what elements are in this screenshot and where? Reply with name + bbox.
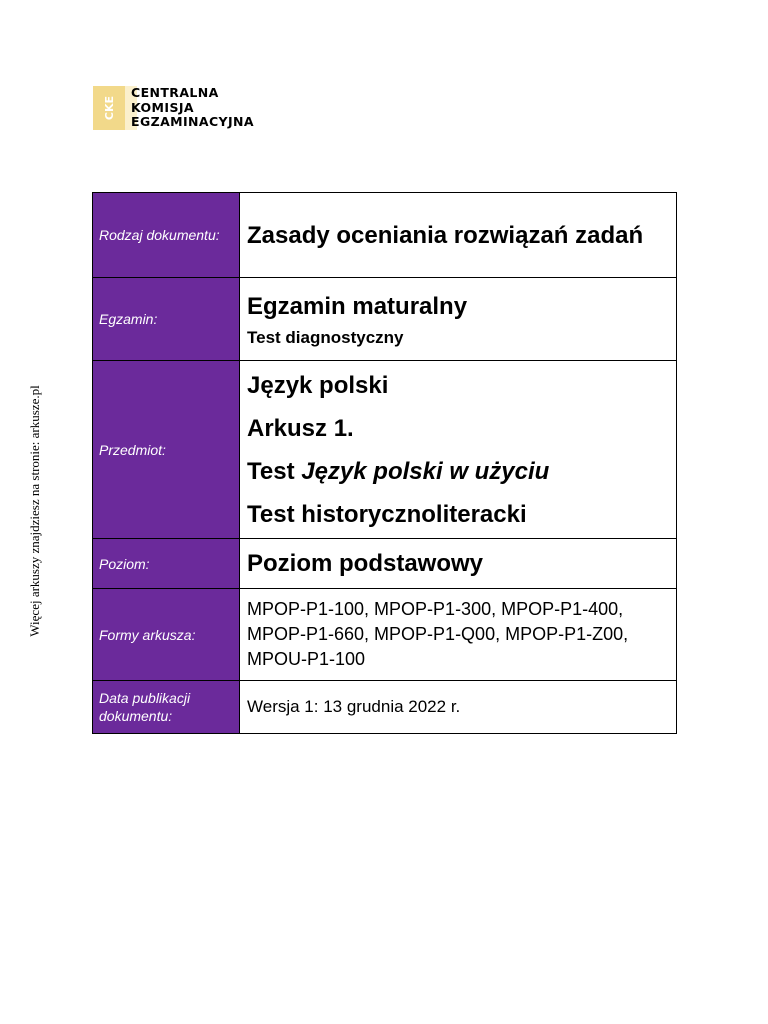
label-forms: Formy arkusza:: [93, 589, 240, 681]
value-doc-type: [240, 193, 677, 278]
row-level: [93, 539, 677, 589]
side-note: Więcej arkuszy znajdziesz na stronie: arkusze.pl: [27, 385, 42, 637]
subject-line-3: [247, 450, 669, 493]
subject-line-1: Język polski: [247, 371, 389, 399]
subject-line-3-prefix: Test: [247, 457, 302, 485]
row-subject: [93, 361, 677, 539]
label-subject: Przedmiot:: [93, 361, 240, 539]
cke-logo-mark-text: CKE: [103, 95, 116, 121]
doc-type-text: Zasady oceniania rozwiązań zadań: [247, 221, 644, 249]
cke-logo-text: [131, 86, 254, 130]
subject-line-4: Test historycznoliteracki: [247, 500, 527, 528]
row-pub-date: [93, 681, 677, 734]
forms-line-1: MPOP-P1-100, MPOP-P1-300, MPOP-P1-400,: [247, 599, 624, 619]
exam-title: Egzamin maturalny: [247, 293, 468, 320]
logo-line-3: EGZAMINACYJNA: [131, 114, 254, 129]
subject-line-2: Arkusz 1.: [247, 414, 354, 442]
label-pub-date: Data publikacji dokumentu:: [93, 681, 240, 734]
label-level: Poziom:: [93, 539, 240, 589]
value-forms: [240, 589, 677, 681]
label-doc-type: Rodzaj dokumentu:: [93, 193, 240, 278]
cke-logo: [93, 86, 273, 132]
value-pub-date: [240, 681, 677, 734]
logo-line-2: KOMISJA: [131, 99, 194, 115]
pub-date-text: Wersja 1: 13 grudnia 2022 r.: [247, 697, 461, 716]
forms-line-2: MPOP-P1-660, MPOP-P1-Q00, MPOP-P1-Z00,: [247, 624, 629, 644]
exam-subtitle: Test diagnostyczny: [247, 328, 404, 347]
logo-line-1: CENTRALNA: [131, 85, 219, 100]
value-subject: [240, 361, 677, 539]
row-forms: [93, 589, 677, 681]
level-text: Poziom podstawowy: [247, 549, 484, 577]
document-info-table: [92, 192, 677, 734]
subject-line-3-italic: Język polski w użyciu: [301, 457, 550, 485]
value-exam: [240, 278, 677, 361]
row-exam: [93, 278, 677, 361]
row-doc-type: [93, 193, 677, 278]
label-exam: Egzamin:: [93, 278, 240, 361]
value-level: [240, 539, 677, 589]
forms-line-3: MPOU-P1-100: [247, 649, 366, 669]
